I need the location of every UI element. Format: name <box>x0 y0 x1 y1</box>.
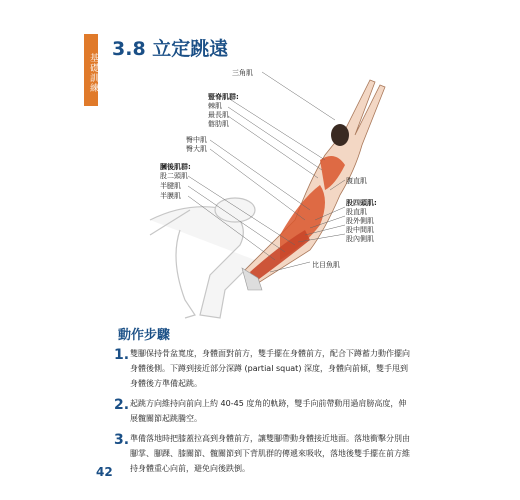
label-erector-group: 豎脊肌群: <box>208 93 239 101</box>
label-iliocostalis: 髂肋肌 <box>208 120 229 128</box>
label-spinalis: 棘肌 <box>208 102 222 110</box>
label-gastrocnemius: 比目魚肌 <box>312 261 340 269</box>
step-number: 1. <box>114 347 130 363</box>
step-number: 3. <box>114 432 130 448</box>
label-quad-group: 股四頭肌: <box>346 199 377 207</box>
label-rectus-abdominis: 腹直肌 <box>346 177 367 185</box>
label-gluteus-medius: 臀中肌 <box>186 136 207 144</box>
chapter-tab: 基礎訓練 <box>84 34 98 106</box>
label-vastus-medialis: 股內側肌 <box>346 235 374 243</box>
page-number: 42 <box>96 465 113 479</box>
step-number: 2. <box>114 397 130 413</box>
label-vastus-intermedius: 股中間肌 <box>346 226 374 234</box>
label-rectus-femoris: 股直肌 <box>346 208 367 216</box>
label-gluteus-maximus: 臀大肌 <box>186 145 207 153</box>
step-item <box>114 396 414 426</box>
step-text: 雙腳保持骨盆寬度，身體面對前方，雙手擺在身體前方，配合下蹲蓄力動作擺向身體後側。下蹲到接近部分深蹲 (partial squat) 深度，身體向前傾，雙手甩到身體後方準備起跳。 <box>130 349 410 388</box>
label-semitendinosus: 半腱肌 <box>160 182 181 190</box>
section-heading: 動作步驟 <box>118 328 171 343</box>
label-hamstring-group: 膕後肌群: <box>160 163 191 171</box>
crouch-figure <box>150 198 255 318</box>
step-item <box>114 431 414 476</box>
steps-list <box>114 346 414 481</box>
label-vastus-lateralis: 股外側肌 <box>346 217 374 225</box>
step-text: 準備落地時把膝蓋拉高到身體前方，讓雙腳帶動身體接近地面。落地衝擊分別由腳掌、腳踝、膝關節、髖關節到下背肌群的傳遞來吸收，落地後雙手擺在前方維持身體重心向前，避免向後跌倒。 <box>130 434 410 473</box>
label-semimembranosus: 半膜肌 <box>160 192 181 200</box>
label-longissimus: 最長肌 <box>208 111 229 119</box>
page-title: 3.8 立定跳遠 <box>112 38 229 60</box>
step-item <box>114 346 414 391</box>
label-trapezius: 三角肌 <box>232 69 253 77</box>
label-biceps-femoris: 股二頭肌 <box>160 172 188 180</box>
step-text: 起跳方向維持向前向上約 40-45 度角的軌跡，雙手向前帶動用過肩膀高度，伸展髖關節起跳騰空。 <box>130 399 407 423</box>
